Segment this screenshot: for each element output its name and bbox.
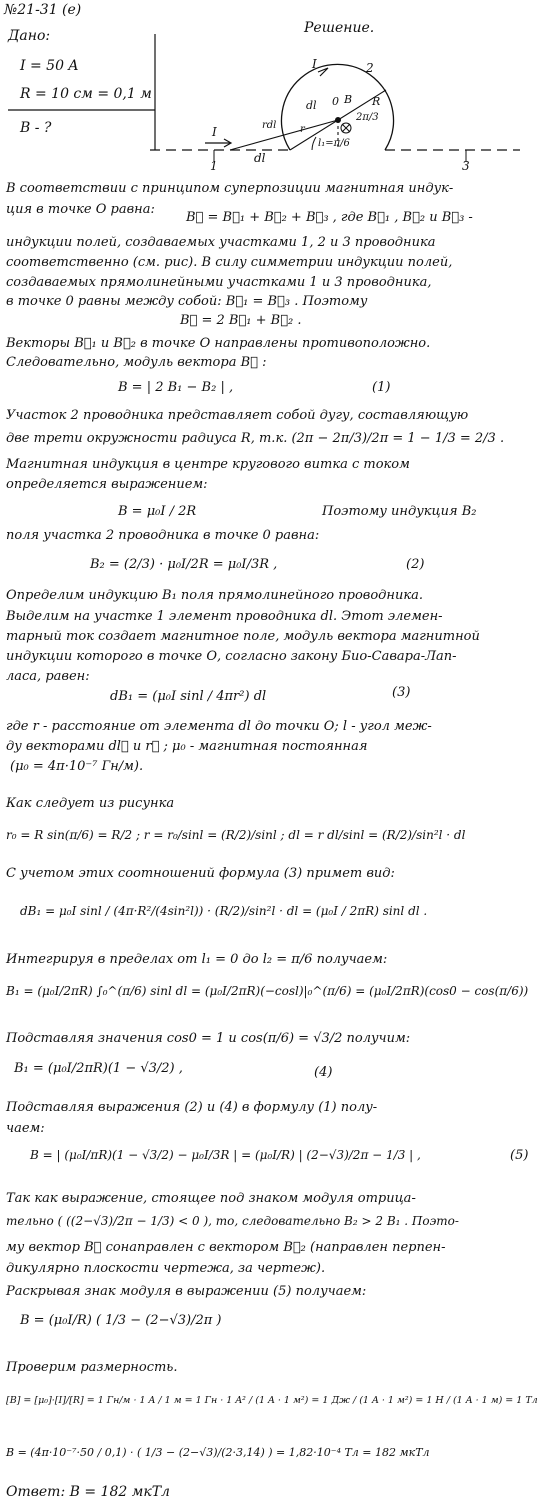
- text-line: му вектор B⃗ сонаправлен с вектором B⃗₂ (направлен перпен-: [6, 1240, 446, 1255]
- figure-drawing: [0, 0, 551, 180]
- arc-current-arrow: [318, 68, 328, 76]
- text-line: Следовательно, модуль вектора B⃗ :: [6, 355, 267, 370]
- equation-number: (4): [314, 1065, 333, 1080]
- find-quantity: B - ?: [20, 120, 52, 136]
- angle-mark: [312, 137, 316, 150]
- problem-number: №21-31 (е): [4, 2, 82, 18]
- text-line: (μ₀ = 4π·10⁻⁷ Гн/м).: [10, 759, 144, 774]
- fig-label-i-top: I: [312, 57, 317, 71]
- fig-label-r: r: [300, 124, 305, 135]
- fig-label-angle: l₁=π/6: [318, 138, 350, 149]
- text-line: Векторы B⃗₁ и B⃗₂ в точке О направлены противоположно.: [6, 336, 431, 351]
- fig-label-rdl: rdl: [262, 120, 277, 131]
- equation-number: (2): [406, 557, 425, 572]
- solution-title: Решение.: [304, 20, 375, 36]
- fig-label-b: B: [344, 93, 353, 106]
- equation: B = | 2 B₁ − B₂ | ,: [118, 380, 234, 395]
- text-line: соответственно (см. рис). В силу симметрии индукции полей,: [6, 255, 453, 270]
- equation: dB₁ = μ₀I sinl / (4π·R²/(4sin²l)) · (R/2)/sin²l · dl = (μ₀I / 2πR) sinl dl .: [20, 904, 428, 918]
- equation: dB₁ = (μ₀I sinl / 4πr²) dl: [110, 689, 267, 704]
- text-line: Определим индукцию B₁ поля прямолинейного проводника.: [6, 588, 423, 603]
- text-line: ласа, равен:: [6, 669, 90, 684]
- equation-number: (1): [372, 380, 391, 395]
- text-line: Выделим на участке 1 элемент проводника dl. Этот элемен-: [6, 609, 443, 624]
- equation: B = μ₀I / 2R: [118, 504, 197, 519]
- text-line: индукции которого в точке О, согласно закону Био-Савара-Лап-: [6, 649, 457, 664]
- equation: B₁ = (μ₀I/2πR)(1 − √3/2) ,: [14, 1061, 183, 1076]
- equation: [B] = [μ₀]·[I]/[R] = 1 Гн/м · 1 A / 1 м = 1 Гн · 1 A² / (1 A · 1 м²) = 1 Дж / (1 A · 1 м²) = 1 Н / (1 A · 1 м) = 1 Тл: [6, 1395, 538, 1406]
- text-line: Поэтому индукция B₂: [322, 504, 477, 519]
- text-line: чаем:: [6, 1121, 45, 1136]
- text-line: тарный ток создает магнитное поле, модуль вектора магнитной: [6, 629, 480, 644]
- text-line: Подставляя значения cos0 = 1 и cos(π/6) = √3/2 получим:: [6, 1031, 411, 1046]
- text-line: создаваемых прямолинейными участками 1 и 3 проводника,: [6, 275, 432, 290]
- equation: r₀ = R sin(π/6) = R/2 ; r = r₀/sinl = (R/2)/sinl ; dl = r dl/sinl = (R/2)/sin²l · dl: [6, 828, 466, 842]
- equation-number: (3): [392, 685, 411, 700]
- text-line: Подставляя выражения (2) и (4) в формулу (1) полу-: [6, 1100, 378, 1115]
- text-line: ция в точке О равна:: [6, 202, 155, 217]
- fig-label-i-left: I: [212, 125, 217, 139]
- equation: B = (μ₀I/R) ( 1/3 − (2−√3)/2π ): [20, 1313, 222, 1328]
- equation: B = (4π·10⁻⁷·50 / 0,1) · ( 1/3 − (2−√3)/(2·3,14) ) = 1,82·10⁻⁴ Тл = 182 мкТл: [6, 1446, 430, 1459]
- answer: Ответ: B = 182 мкТл: [6, 1484, 170, 1500]
- fig-label-dl-bottom: dl: [254, 151, 266, 165]
- fig-label-dl-arc: dl: [306, 99, 317, 112]
- text-line: ду векторами dl⃗ и r⃗ ; μ₀ - магнитная постоянная: [6, 739, 368, 754]
- fig-label-2: 2: [366, 61, 374, 75]
- text-line: в точке 0 равны между собой: B⃗₁ = B⃗₃ . Поэтому: [6, 294, 368, 309]
- text-line: С учетом этих соотношений формула (3) примет вид:: [6, 866, 395, 881]
- given-current: I = 50 A: [20, 58, 79, 74]
- equation-number: (5): [510, 1148, 529, 1163]
- given-radius: R = 10 см = 0,1 м: [20, 86, 152, 102]
- fig-label-1: 1: [210, 159, 218, 173]
- text-line: определяется выражением:: [6, 477, 208, 492]
- equation: B₂ = (2/3) · μ₀I/2R = μ₀I/3R ,: [90, 557, 278, 572]
- text-line: дикулярно плоскости чертежа, за чертеж).: [6, 1261, 326, 1276]
- given-title: Дано:: [8, 28, 51, 44]
- text-line: Проверим размерность.: [6, 1360, 178, 1375]
- text-line: индукции полей, создаваемых участками 1, 2 и 3 проводника: [6, 235, 436, 250]
- equation: B⃗ = B⃗₁ + B⃗₂ + B⃗₃ , где B⃗₁ , B⃗₂ и B⃗₃ -: [186, 210, 473, 225]
- text-line: Интегрируя в пределах от l₁ = 0 до l₂ = π/6 получаем:: [6, 952, 388, 967]
- text-line: В соответствии с принципом суперпозиции магнитная индук-: [6, 181, 454, 196]
- text-line: Раскрывая знак модуля в выражении (5) получаем:: [6, 1284, 367, 1299]
- fig-label-2pi3: 2π/3: [356, 112, 379, 123]
- text-line: две трети окружности радиуса R, т.к. (2π − 2π/3)/2π = 1 − 1/3 = 2/3 .: [6, 431, 505, 446]
- fig-label-r-big: R: [372, 95, 381, 108]
- text-line: Так как выражение, стоящее под знаком модуля отрица-: [6, 1191, 416, 1206]
- equation: B⃗ = 2 B⃗₁ + B⃗₂ .: [180, 313, 302, 328]
- equation: B = | (μ₀I/πR)(1 − √3/2) − μ₀I/3R | = (μ₀I/R) | (2−√3)/2π − 1/3 | ,: [30, 1148, 421, 1162]
- text-line: Как следует из рисунка: [6, 796, 175, 811]
- text-line: поля участка 2 проводника в точке 0 равна:: [6, 528, 320, 543]
- text-line: где r - расстояние от элемента dl до точки О; l - угол меж-: [6, 719, 432, 734]
- text-line: Участок 2 проводника представляет собой дугу, составляющую: [6, 408, 469, 423]
- text-line: Магнитная индукция в центре кругового витка с током: [6, 457, 410, 472]
- text-line: тельно ( ((2−√3)/2π − 1/3) < 0 ), то, следовательно B₂ > 2 B₁ . Поэто-: [6, 1214, 459, 1228]
- equation: B₁ = (μ₀I/2πR) ∫₀^(π/6) sinl dl = (μ₀I/2πR)(−cosl)|₀^(π/6) = (μ₀I/2πR)(cos0 − cos(π/6)): [6, 984, 529, 998]
- fig-label-3: 3: [462, 159, 470, 173]
- fig-label-0: 0: [332, 95, 339, 108]
